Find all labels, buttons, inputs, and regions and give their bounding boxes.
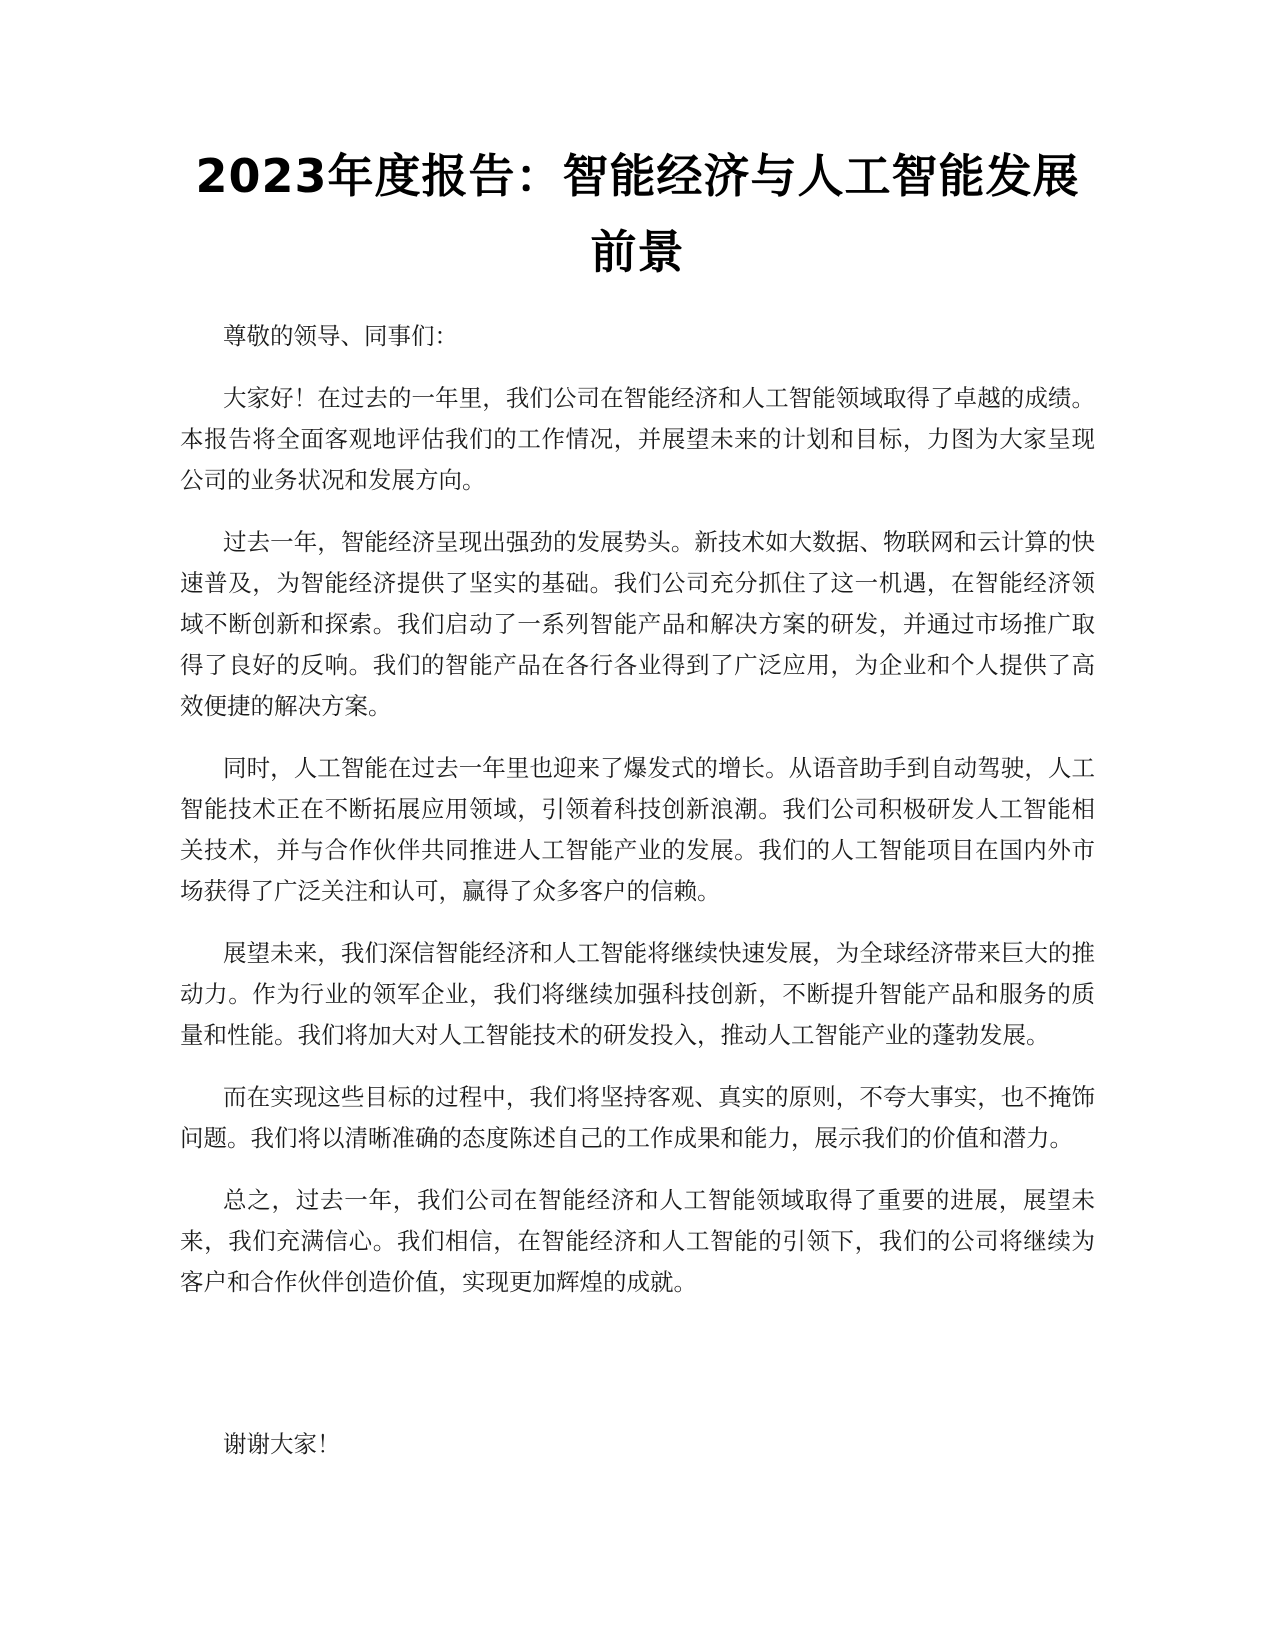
paragraph-smart-economy: 过去一年，智能经济呈现出强劲的发展势头。新技术如大数据、物联网和云计算的快速普及，为智能经济提供了坚实的基础。我们公司充分抓住了这一机遇，在智能经济领域不断创新和探索。我们启动了一系列智能产品和解决方案的研发，并通过市场推广取得了良好的反响。我们的智能产品在各行各业得到了广泛应用，为企业和个人提供了高效便捷的解决方案。: [180, 528, 1095, 720]
closing-block: [180, 1424, 1095, 1465]
report-body: [180, 378, 1095, 1324]
paragraph-greeting: 大家好！在过去的一年里，我们公司在智能经济和人工智能领域取得了卓越的成绩。本报告将全面客观地评估我们的工作情况，并展望未来的计划和目标，力图为大家呈现公司的业务状况和发展方向。: [180, 384, 1095, 494]
paragraph-principles: 而在实现这些目标的过程中，我们将坚持客观、真实的原则，不夸大事实，也不掩饰问题。我们将以清晰准确的态度陈述自己的工作成果和能力，展示我们的价值和潜力。: [180, 1083, 1095, 1152]
salutation: 尊敬的领导、同事们：: [223, 322, 458, 350]
salutation-block: [180, 316, 1095, 357]
closing-line: 谢谢大家！: [223, 1430, 341, 1458]
paragraph-artificial-intelligence: 同时，人工智能在过去一年里也迎来了爆发式的增长。从语音助手到自动驾驶，人工智能技术正在不断拓展应用领域，引领着科技创新浪潮。我们公司积极研发人工智能相关技术，并与合作伙伴共同推进人工智能产业的发展。我们的人工智能项目在国内外市场获得了广泛关注和认可，赢得了众多客户的信赖。: [180, 754, 1095, 905]
document-title: 2023年度报告：智能经济与人工智能发展前景: [195, 149, 1080, 279]
paragraph-conclusion: 总之，过去一年，我们公司在智能经济和人工智能领域取得了重要的进展，展望未来，我们充满信心。我们相信，在智能经济和人工智能的引领下，我们的公司将继续为客户和合作伙伴创造价值，实现更加辉煌的成就。: [180, 1186, 1095, 1296]
paragraph-outlook: 展望未来，我们深信智能经济和人工智能将继续快速发展，为全球经济带来巨大的推动力。作为行业的领军企业，我们将继续加强科技创新，不断提升智能产品和服务的质量和性能。我们将加大对人工智能技术的研发投入，推动人工智能产业的蓬勃发展。: [180, 939, 1095, 1049]
